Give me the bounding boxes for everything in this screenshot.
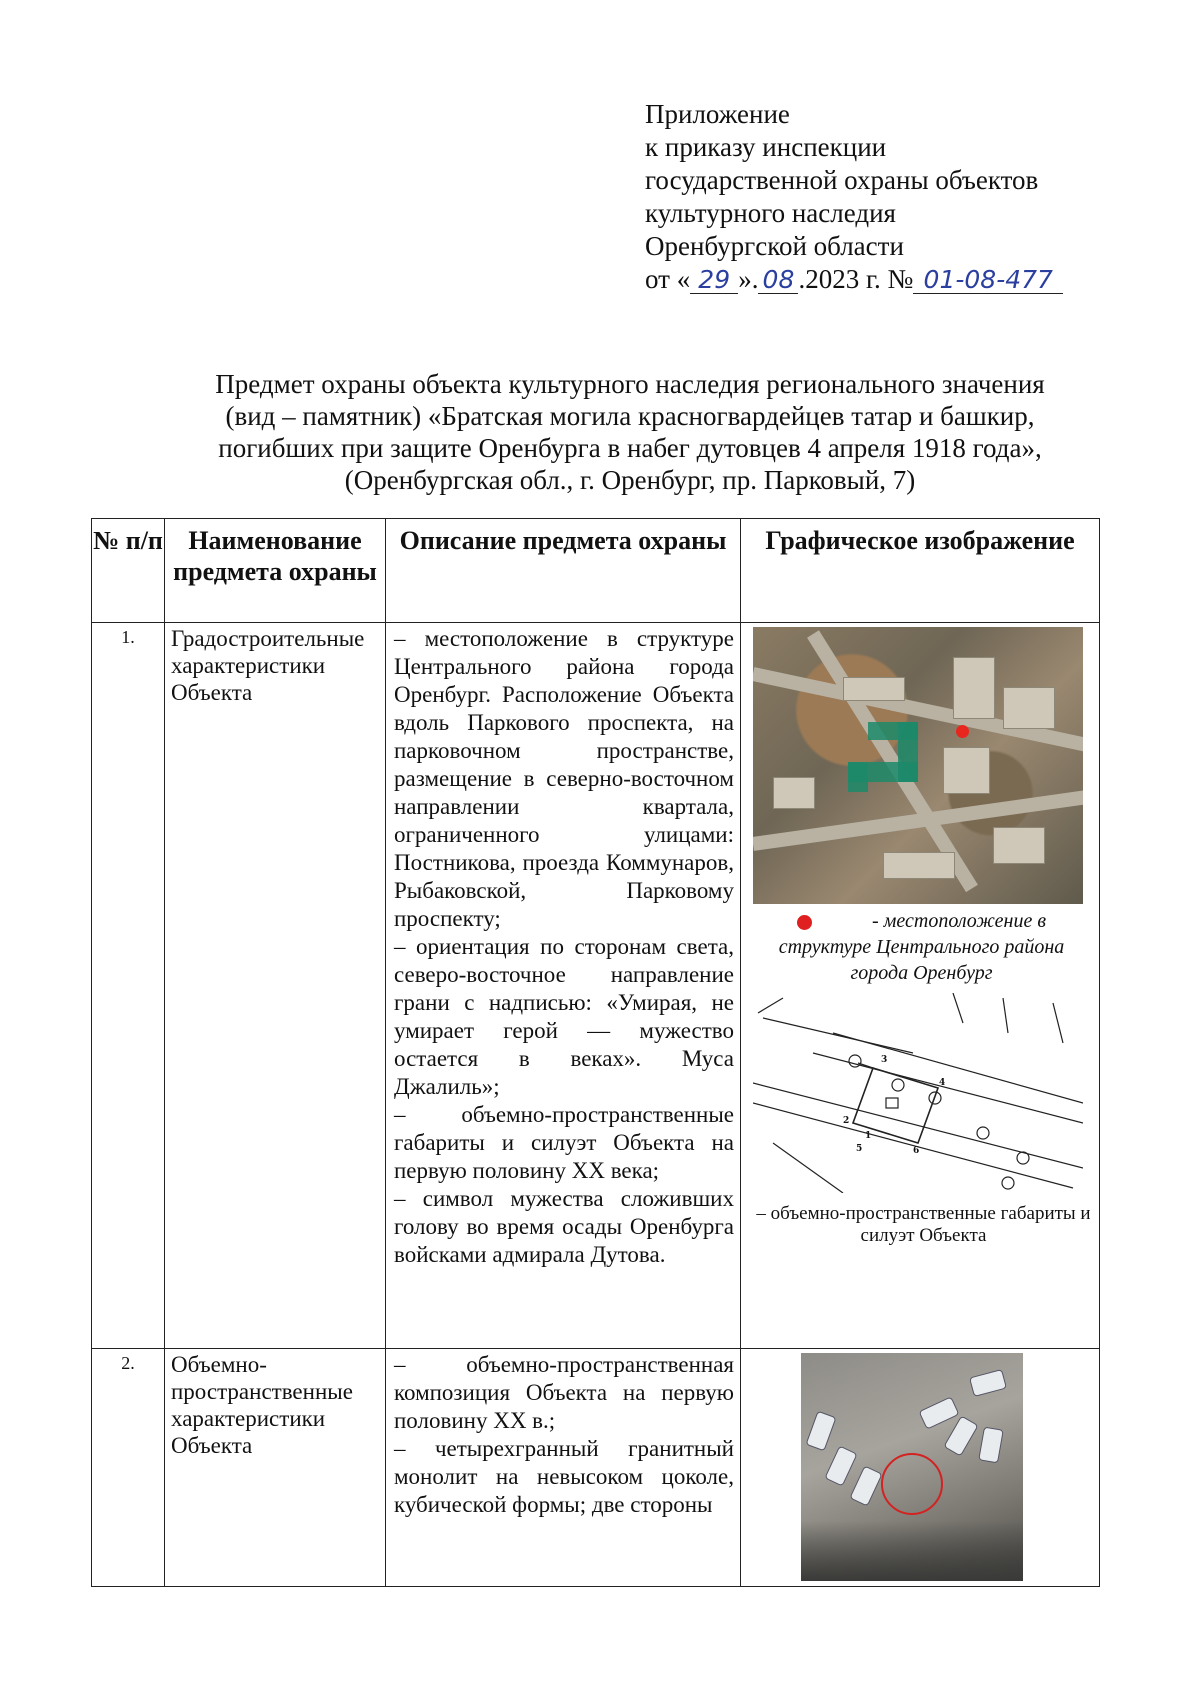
map-caption-text: - местоположение в структуре Центрального района города Оренбург: [778, 910, 1065, 984]
table-row: [92, 623, 1100, 1349]
handwritten-month: 08: [758, 267, 798, 294]
site-scheme-diagram: [753, 993, 1083, 1193]
scheme-label: 5: [856, 1144, 863, 1154]
scheme-label: 1: [865, 1131, 872, 1141]
description-item: – местоположение в структуре Центрального района города Оренбург. Расположение Объекта вдоль Паркового проспекта, на парковочном пространстве, размещение в северно-восточном направлении квартала, ограниченного улицами: Постникова, проезда Коммунаров, Рыбаковской, Парковому проспекту;: [394, 626, 734, 931]
row-description: [386, 1349, 741, 1587]
description-item: – ориентация по сторонам света, северо-восточное направление грани с надписью: «Умирая, не умирает герой — мужество остается в веках». Муса Джалиль»;: [394, 934, 734, 1099]
document-title: [90, 368, 1170, 496]
scheme-caption: – объемно-пространственные габариты и силуэт Объекта: [756, 1203, 1091, 1246]
appendix-line: государственной охраны объектов: [645, 165, 1039, 195]
title-line: (вид – памятник) «Братская могила красногвардейцев татар и башкир,: [225, 401, 1035, 431]
scheme-label: 3: [881, 1055, 888, 1065]
appendix-line: Оренбургской области: [645, 231, 904, 261]
title-line: Предмет охраны объекта культурного наследия регионального значения: [215, 369, 1045, 399]
date-prefix: от «: [645, 264, 691, 294]
aerial-map-image: [753, 627, 1083, 904]
date-mid: ».: [738, 264, 759, 294]
location-marker-icon: [956, 725, 969, 738]
map-caption: [749, 908, 1094, 986]
handwritten-day: 29: [690, 267, 738, 294]
row-graphic: [741, 623, 1100, 1349]
header-description: Описание предмета охраны: [386, 519, 741, 623]
description-item: – четырехгранный гранитный монолит на невысоком цоколе, кубической формы; две стороны: [394, 1436, 734, 1517]
description-item: – объемно-пространственные габариты и силуэт Объекта на первую половину XX века;: [394, 1102, 734, 1183]
header-number: № п/п: [92, 519, 165, 623]
table-row: [92, 1349, 1100, 1587]
protection-subject-table: [91, 518, 1100, 1587]
scheme-label: 6: [913, 1146, 920, 1156]
title-line: погибших при защите Оренбурга в набег дутовцев 4 апреля 1918 года»,: [218, 433, 1042, 463]
appendix-block: [645, 98, 1165, 296]
scheme-label: 2: [843, 1116, 850, 1126]
row-description: [386, 623, 741, 1349]
row-number: 2.: [92, 1349, 165, 1587]
date-year: .2023 г. №: [798, 264, 914, 294]
handwritten-order-number: 01-08-477: [913, 267, 1063, 294]
appendix-date-line: [645, 263, 1165, 296]
header-name: Наименование предмета охраны: [165, 519, 386, 623]
appendix-line: Приложение: [645, 99, 790, 129]
row-name: Градостроительные характеристики Объекта: [165, 623, 386, 1349]
red-dot-icon: [797, 915, 812, 930]
aerial-photo-image: [801, 1353, 1023, 1581]
title-line: (Оренбургская обл., г. Оренбург, пр. Парковый, 7): [344, 465, 916, 495]
description-item: – символ мужества сложивших голову во время осады Оренбурга войсками адмирала Дутова.: [394, 1186, 734, 1267]
row-number: 1.: [92, 623, 165, 1349]
table-header-row: [92, 519, 1100, 623]
row-graphic: [741, 1349, 1100, 1587]
object-highlight-circle: [881, 1453, 943, 1515]
appendix-line: к приказу инспекции: [645, 132, 887, 162]
header-graphic: Графическое изображение: [741, 519, 1100, 623]
appendix-line: культурного наследия: [645, 198, 896, 228]
description-item: – объемно-пространственная композиция Объекта на первую половину XX в.;: [394, 1352, 734, 1433]
scheme-label: 4: [939, 1078, 946, 1088]
row-name: Объемно-пространственные характеристики Объекта: [165, 1349, 386, 1587]
